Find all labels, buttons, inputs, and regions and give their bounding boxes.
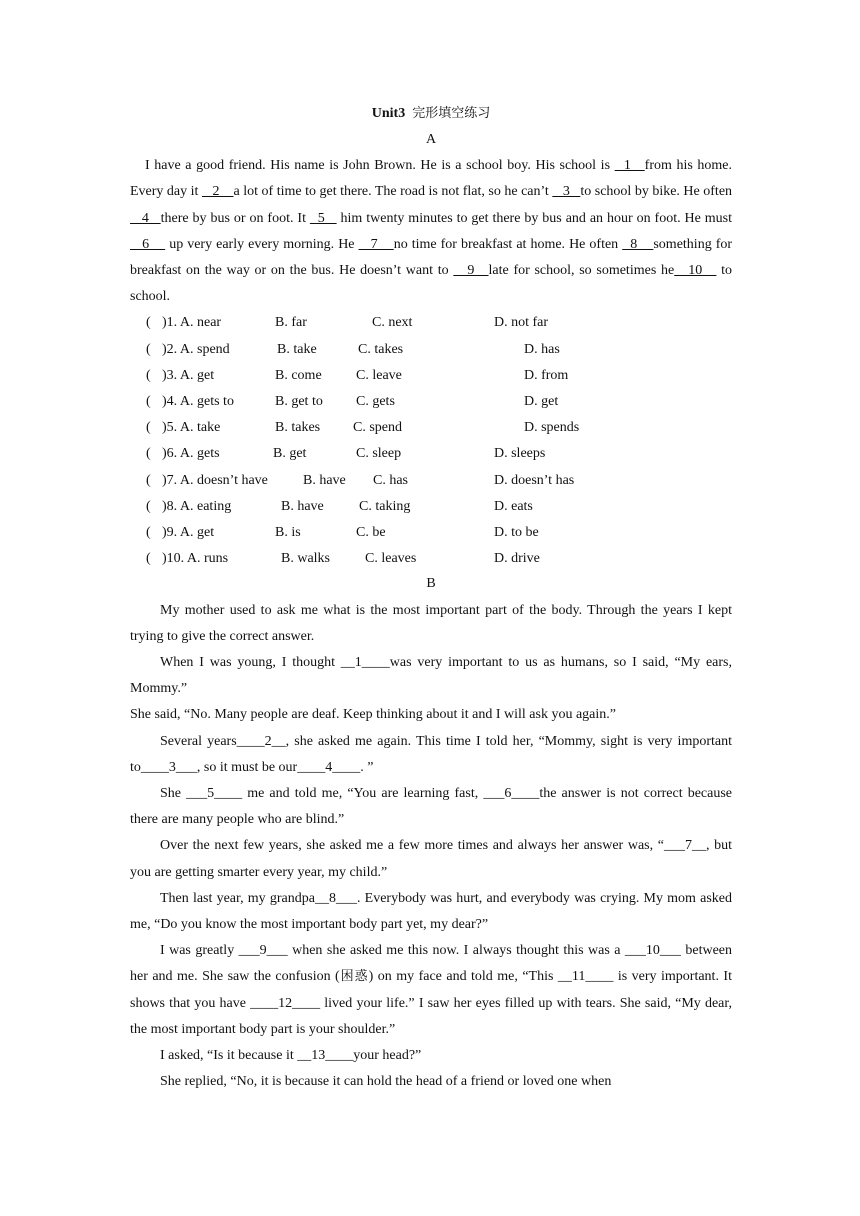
option-d: D. from [524,367,569,383]
answer-blank: 8 [622,236,654,252]
section-a-heading: A [425,132,437,147]
option-a: )5. A. take [162,420,221,436]
section-b-heading: B [426,576,436,592]
answer-blank: 9 [453,263,489,279]
section-b-passage [130,598,732,1096]
passage-paragraph [130,1069,732,1095]
answer-blank: 2 [201,184,234,200]
answer-paren[interactable]: ( [146,446,151,462]
option-a: )1. A. near [162,315,222,331]
passage-paragraph [130,598,732,650]
section-a-questions [130,310,732,571]
passage-paragraph [130,729,732,781]
option-c: C. gets [356,394,395,410]
passage-text: a lot of time to get there. The road is not flat, so he can’t [233,184,553,200]
passage-paragraph [130,833,732,885]
passage-text: I have a good friend. His name is John Brown. He is a school boy. His school is [145,158,615,174]
option-b: B. have [281,498,324,514]
passage-text: no time for breakfast at home. He often [393,236,623,252]
option-b: B. get [273,446,307,462]
option-d: D. sleeps [494,446,546,462]
answer-paren[interactable]: ( [146,315,151,331]
option-c: C. be [356,525,386,541]
option-d: D. get [524,394,559,410]
option-a: )4. A. gets to [162,394,234,410]
answer-paren[interactable]: ( [146,367,151,383]
option-d: D. has [524,341,560,357]
answer-paren[interactable]: ( [146,525,151,541]
option-c: C. leave [356,367,402,383]
option-b: B. get to [275,394,323,410]
answer-blank: 10 [674,263,717,279]
question-row [130,441,732,467]
passage-text: to school. [130,263,733,305]
passage-paragraph [130,938,732,1043]
option-a: )9. A. get [162,525,215,541]
option-a: )10. A. runs [162,551,229,567]
answer-paren[interactable]: ( [146,551,151,567]
question-row [130,389,732,415]
answer-blank: 1 [614,158,645,174]
paragraph-text: She replied, “No, it is because it can hold the head of a friend or loved one when [160,1074,612,1090]
paragraph-text: Several years____2__, she asked me again. This time I told her, “Mommy, sight is very important to____3___, so it must be our____4____. ” [130,733,732,775]
option-c: C. takes [358,341,404,357]
option-c: C. has [373,472,408,488]
option-b: B. walks [281,551,330,567]
paragraph-text: My mother used to ask me what is the most important part of the body. Through the years I kept trying to give the correct answer. [130,602,732,644]
paragraph-text: I asked, “Is it because it __13____your head?” [160,1048,422,1064]
option-a: )3. A. get [162,367,215,383]
option-a: )6. A. gets [162,446,220,462]
option-c: C. taking [359,498,411,514]
question-row [130,337,732,363]
option-b: B. take [277,341,317,357]
passage-text: there by bus or on foot. It [160,210,310,226]
question-row [130,310,732,336]
passage-paragraph [130,1043,732,1069]
paragraph-text: When I was young, I thought __1____was very important to us as humans, so I said, “My ears, Mommy.” [130,655,732,697]
paragraph-text: 困惑 [339,969,369,985]
option-a: )7. A. doesn’t have [162,472,268,488]
passage-text: up very early every morning. He [165,236,359,252]
paragraph-text: She said, “No. Many people are deaf. Keep thinking about it and I will ask you again.” [130,707,616,723]
option-a: )8. A. eating [162,498,232,514]
answer-blank: 6 [130,236,166,252]
paragraph-text: I was greatly ___9___ when she asked me this now. I always thought this was a ___10___ between her and me. She saw the confusion ( [130,943,732,985]
passage-text: something for breakfast on the way or on the bus. He doesn’t want to [130,236,733,279]
option-a: )2. A. spend [162,341,230,357]
answer-blank: 3 [552,184,581,200]
passage-paragraph [130,650,732,702]
option-b: B. come [275,367,322,383]
title-chinese: 完形填空练习 [412,106,491,121]
question-row [130,363,732,389]
option-b: B. is [275,525,301,541]
option-c: C. sleep [356,446,402,462]
passage-paragraph [130,886,732,938]
option-c: C. next [372,315,413,331]
question-row [130,468,732,494]
passage-text: to school by bike. He often [580,184,733,200]
option-d: D. eats [494,498,533,514]
answer-paren[interactable]: ( [146,341,151,357]
answer-paren[interactable]: ( [146,472,151,488]
answer-paren[interactable]: ( [146,498,151,514]
paragraph-text: Then last year, my grandpa__8___. Everybody was hurt, and everybody was crying. My mom asked me, “Do you know the most important body part yet, my dear?” [130,890,732,933]
option-b: B. have [303,472,346,488]
question-row [130,546,732,572]
answer-blank: 4 [130,210,161,226]
title-unit: Unit3 [371,106,406,121]
option-c: C. leaves [365,551,417,567]
worksheet-page [130,101,732,1095]
option-d: D. doesn’t has [494,472,575,488]
option-d: D. to be [494,525,539,541]
passage-paragraph [130,702,732,728]
passage-text: from his home. Every day it [130,158,733,200]
question-row [130,415,732,441]
answer-blank: 7 [358,236,394,252]
option-d: D. not far [494,315,549,331]
question-row [130,520,732,546]
passage-text: him twenty minutes to get there by bus and an hour on foot. He must [336,210,733,226]
option-b: B. takes [275,420,321,436]
answer-blank: 5 [309,210,337,226]
paragraph-text: ) on my face and told me, “This __11____ is very important. It shows that you have ____12____ lived your life.” I saw her eyes filled up with tears. She said, “My dear, the most important body part is your shoulder.” [130,969,732,1037]
option-b: B. far [275,315,307,331]
answer-paren[interactable]: ( [146,394,151,410]
paragraph-text: She ___5____ me and told me, “You are learning fast, ___6____the answer is not correct because there are many people who are blind.” [130,786,732,828]
page-title [130,101,732,127]
paragraph-text: Over the next few years, she asked me a few more times and always her answer was, “___7__, but you are getting smarter every year, my child.” [130,838,732,880]
option-d: D. spends [524,420,580,436]
passage-text: late for school, so sometimes he [488,263,675,279]
passage-paragraph [130,781,732,833]
answer-paren[interactable]: ( [146,420,151,436]
option-d: D. drive [494,551,540,567]
question-row [130,494,732,520]
option-c: C. spend [353,420,402,436]
section-a-passage [130,153,732,310]
